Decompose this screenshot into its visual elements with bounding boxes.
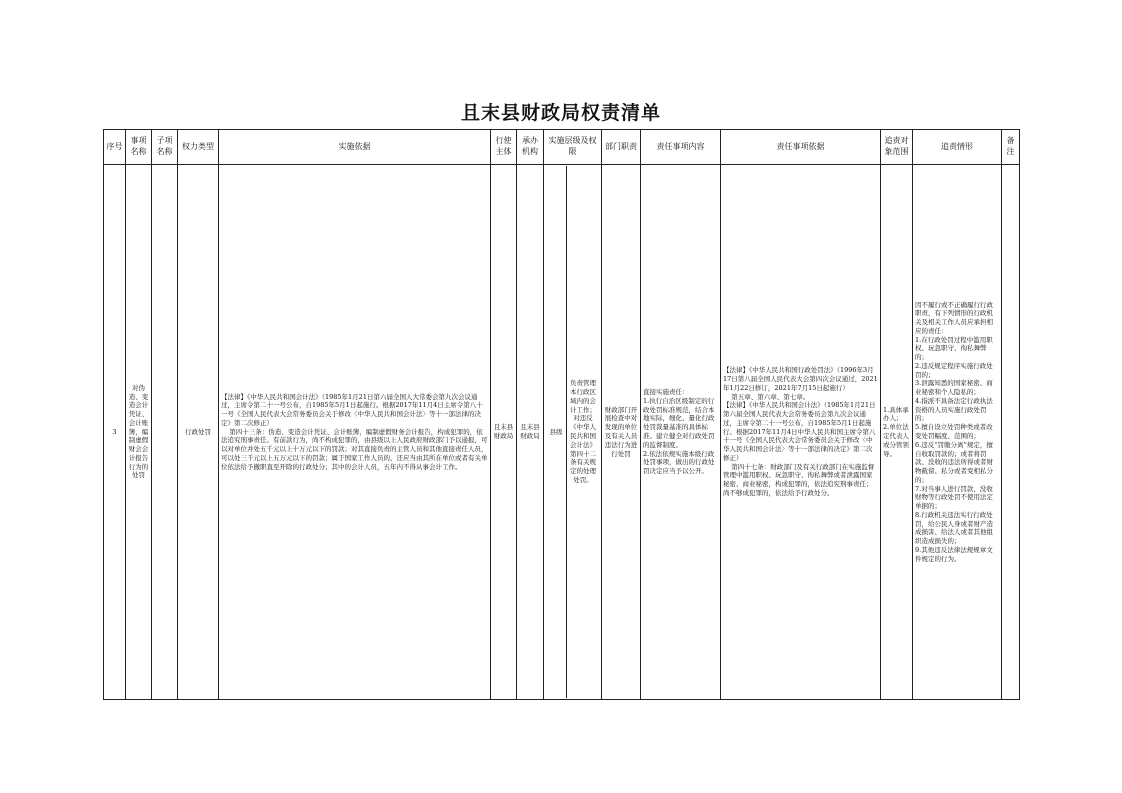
cell-level-authority: 负责管理本行政区域内的会计工作；对违反《中华人民共和国会计法》第四十二条有关规定的处理处罚。 (570, 379, 596, 484)
header-seq: 序号 (104, 130, 126, 165)
cell-level-tier: 县级 (546, 166, 567, 698)
cell-subject: 且末县财政局 (491, 165, 517, 700)
cell-sub-item-name (152, 165, 178, 700)
cell-level (544, 165, 602, 700)
header-sub-item-name: 子项名称 (152, 130, 178, 165)
header-agency: 承办机构 (517, 130, 544, 165)
page-title: 且末县财政局权责清单 (460, 102, 661, 124)
header-scope: 追责对象范围 (881, 130, 913, 165)
header-remark: 备注 (1002, 130, 1020, 165)
cell-circumstances: 因不履行或不正确履行行政职责，有下列情形的行政机关及相关工作人员应承担相应的责任： 1.在行政处罚过程中滥用职权、玩忽职守、徇私舞弊的； 2.违反规定程序实施行政处罚的； 3.泄露知悉的国家秘密、商业秘密和个人隐私的； 4.指派不具备法定行政执法资格的人员实施行政处罚的； 5.擅自设立处罚种类或者改变处罚幅度、范围的； 6.违反“罚缴分离”规定，擅自收取罚款的；或者将罚款、没收的违法所得或者财物截留、私分或者变相私分的； 7.对当事人进行罚款、没收财物等行政处罚不使用法定单据的； 8.行政机关违法实行行政处罚，给公民人身或者财产造成损害、给法人或者其他组织造成损失的； 9.其他违反法律法规规章文件规定的行为。 (913, 165, 1002, 700)
header-level: 实施层级及权限 (544, 130, 602, 165)
cell-scope: 1.具体承办人； 2.单位法定代表人或分管领导。 (881, 165, 913, 700)
header-subject: 行使主体 (491, 130, 517, 165)
cell-resp-content: 直接实施责任： 1.执行自治区级制定的行政处罚标准规范，结合本地实际，细化、量化行政处罚裁量基准的具体标准。建立健全对行政处罚的监督制度。 2.依法依规实施本级行政处罚事项，做出的行政处罚决定应当予以公开。 (641, 165, 721, 700)
header-item-name: 事项名称 (126, 130, 152, 165)
header-circumstances: 追责情形 (913, 130, 1002, 165)
header-power-type: 权力类型 (178, 130, 219, 165)
table-row (104, 165, 1020, 700)
header-dept-duty: 部门职责 (602, 130, 641, 165)
cell-power-type: 行政处罚 (178, 165, 219, 700)
header-row (104, 130, 1020, 165)
cell-basis: 【法律】《中华人民共和国会计法》（1985年1月21日第六届全国人大常委会第九次会议通过，主席令第二十一号公布，自1985年5月1日起施行。根据2017年11月4日主席令第八十一号《全国人民代表大会常务委员会关于修改〈中华人民共和国会计法〉等十一部法律的决定》第二次修正） 第四十三条：伪造、变造会计凭证、会计账簿，编制虚假财务会计报告，构成犯罪的，依法追究刑事责任。有前款行为，尚不构成犯罪的，由县级以上人民政府财政部门予以通报，可以对单位并处五千元以上十万元以下的罚款；对其直接负责的主管人员和其他直接责任人员，可以处三千元以上五万元以下的罚款；属于国家工作人员的，还应当由其所在单位或者有关单位依法给予撤职直至开除的行政处分；其中的会计人员，五年内不得从事会计工作。 (219, 165, 491, 700)
header-resp-content: 责任事项内容 (641, 130, 721, 165)
header-basis: 实施依据 (219, 130, 491, 165)
cell-seq: 3 (104, 165, 126, 700)
cell-remark (1002, 165, 1020, 700)
cell-item-name: 对伪造、变造会计凭证、会计账簿，编制虚假财会会计报告行为的处罚 (126, 165, 152, 700)
cell-dept-duty: 财政部门开展检查中对发现的单位及有关人员违法行为进行处罚 (602, 165, 641, 700)
header-resp-basis: 责任事项依据 (721, 130, 881, 165)
responsibility-table (103, 129, 1020, 700)
cell-resp-basis: 【法律】《中华人民共和国行政处罚法》（1996年3月17日第八届全国人民代表大会第四次会议通过，2021年1月22日修订，2021年7月15日起施行） 第五章、第六章、第七章。 【法律】《中华人民共和国会计法》（1985年1月21日第六届全国人民代表大会常务委员会第九次会议通过，主席令第二十一号公布，自1985年5月1日起施行。根据2017年11月4日中华人民共和国主席令第八十一号《全国人民代表大会常务委员会关于修改〈中华人民共和国会计法〉等十一部法律的决定》第二次修正） 第四十七条：财政部门及有关行政部门在实施监督管理中滥用职权、玩忽职守、徇私舞弊或者泄露国家秘密、商业秘密，构成犯罪的，依法追究刑事责任；尚不够成犯罪的，依法给予行政处分。 (721, 165, 881, 700)
cell-agency: 且末县财政局 (517, 165, 544, 700)
